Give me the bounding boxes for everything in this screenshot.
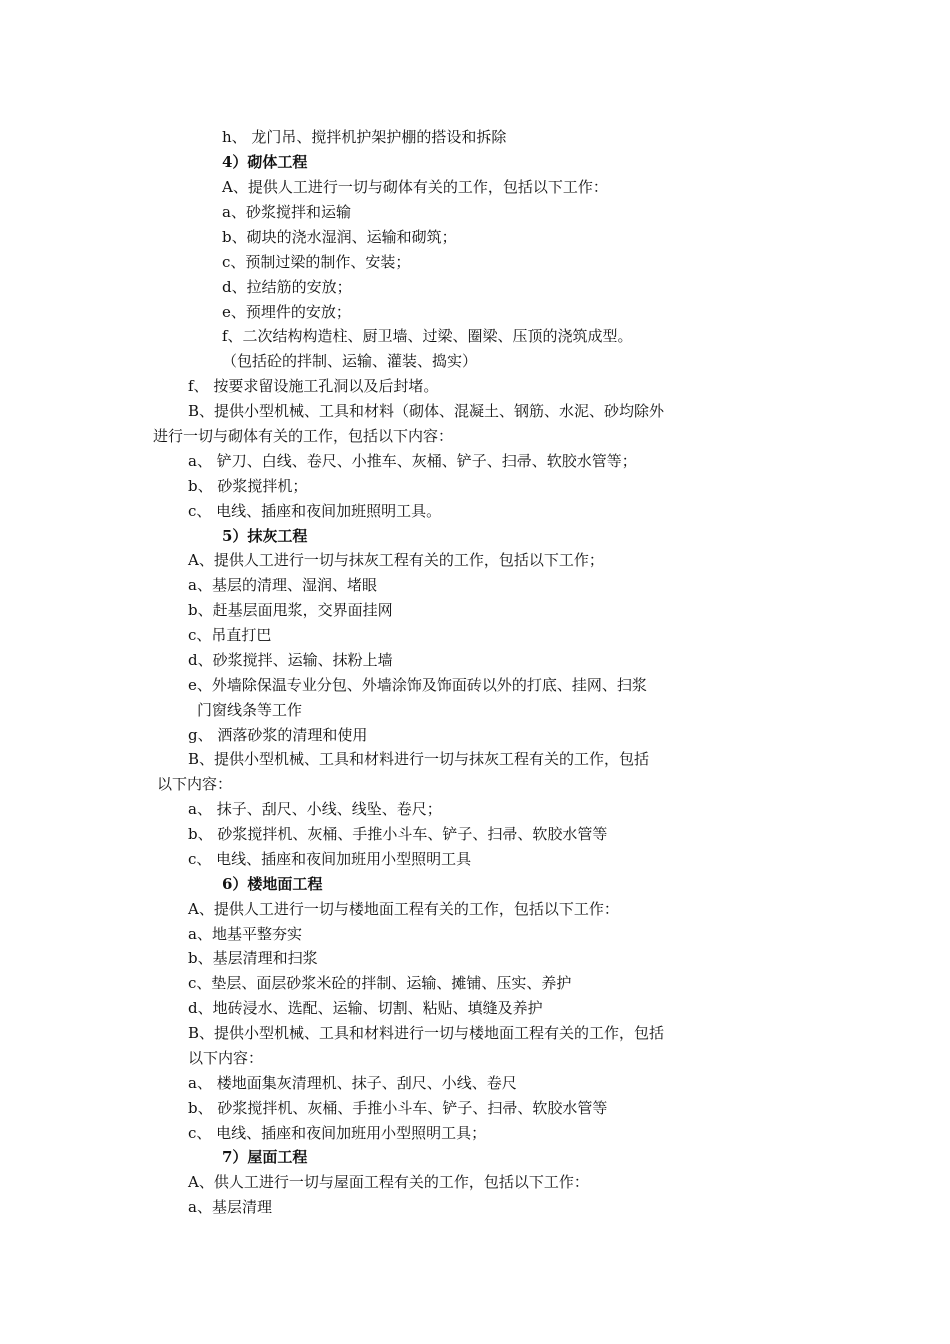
text-line: 以下内容： [188,1049,264,1067]
text-line: e、预埋件的安放； [222,303,351,321]
section-heading: 5）抹灰工程 [222,527,308,545]
text-line: b、赶基层面甩浆，交界面挂网 [188,601,393,619]
text-line: d、拉结筋的安放； [222,278,352,296]
text-line: b、基层清理和扫浆 [188,949,318,967]
text-line: c、 电线、插座和夜间加班照明工具。 [188,502,442,520]
text-line: a、 铲刀、白线、卷尺、小推车、灰桶、铲子、扫帚、软胶水管等； [188,452,637,470]
text-line: b、 砂浆搅拌机、灰桶、手推小斗车、铲子、扫帚、软胶水管等 [188,1099,608,1117]
text-line: c、 电线、插座和夜间加班用小型照明工具 [188,850,472,868]
text-line: b、 砂浆搅拌机； [188,477,308,495]
text-line: a、基层清理 [188,1198,272,1216]
text-line: e、外墙除保温专业分包、外墙涂饰及饰面砖以外的打底、挂网、扫浆 [188,676,647,694]
text-line: A、提供人工进行一切与砌体有关的工作，包括以下工作： [222,178,608,196]
text-line: 门窗线条等工作 [197,701,303,719]
text-line: b、砌块的浇水湿润、运输和砌筑； [222,228,457,246]
text-line: （包括砼的拌制、运输、灌装、捣实） [222,352,478,370]
text-line: a、 楼地面集灰清理机、抹子、刮尺、小线、卷尺 [188,1074,517,1092]
text-line: f、 按要求留设施工孔洞以及后封堵。 [188,377,439,395]
text-line: c、垫层、面层砂浆米砼的拌制、运输、摊铺、压实、养护 [188,974,572,992]
text-line: a、 抹子、刮尺、小线、线坠、卷尺； [188,800,442,818]
text-line: c、预制过梁的制作、安装； [222,253,411,271]
text-line: d、砂浆搅拌、运输、抹粉上墙 [188,651,393,669]
text-line: a、砂浆搅拌和运输 [222,203,351,221]
text-line: c、吊直打巴 [188,626,272,644]
text-line: B、提供小型机械、工具和材料进行一切与楼地面工程有关的工作，包括 [188,1024,665,1042]
text-line: B、提供小型机械、工具和材料（砌体、混凝土、钢筋、水泥、砂均除外 [188,402,665,420]
text-line: h、 龙门吊、搅拌机护架护棚的搭设和拆除 [222,128,507,146]
section-heading: 6）楼地面工程 [222,875,323,893]
text-line: c、 电线、插座和夜间加班用小型照明工具； [188,1124,487,1142]
text-line: d、地砖浸水、选配、运输、切割、粘贴、填缝及养护 [188,999,543,1017]
text-line: g、 洒落砂浆的清理和使用 [188,726,368,744]
text-line: A、提供人工进行一切与抹灰工程有关的工作，包括以下工作； [188,551,604,569]
text-line: 进行一切与砌体有关的工作，包括以下内容： [153,427,454,445]
text-line: a、基层的清理、湿润、堵眼 [188,576,377,594]
text-line: f、二次结构构造柱、厨卫墙、过梁、圈梁、压顶的浇筑成型。 [222,327,633,345]
text-line: 以下内容： [157,775,233,793]
text-line: b、 砂浆搅拌机、灰桶、手推小斗车、铲子、扫帚、软胶水管等 [188,825,608,843]
text-line: B、提供小型机械、工具和材料进行一切与抹灰工程有关的工作，包括 [188,750,650,768]
text-line: A、供人工进行一切与屋面工程有关的工作，包括以下工作： [188,1173,589,1191]
text-line: A、提供人工进行一切与楼地面工程有关的工作，包括以下工作： [188,900,619,918]
section-heading: 7）屋面工程 [222,1148,308,1166]
section-heading: 4）砌体工程 [222,153,308,171]
text-line: a、地基平整夯实 [188,925,302,943]
